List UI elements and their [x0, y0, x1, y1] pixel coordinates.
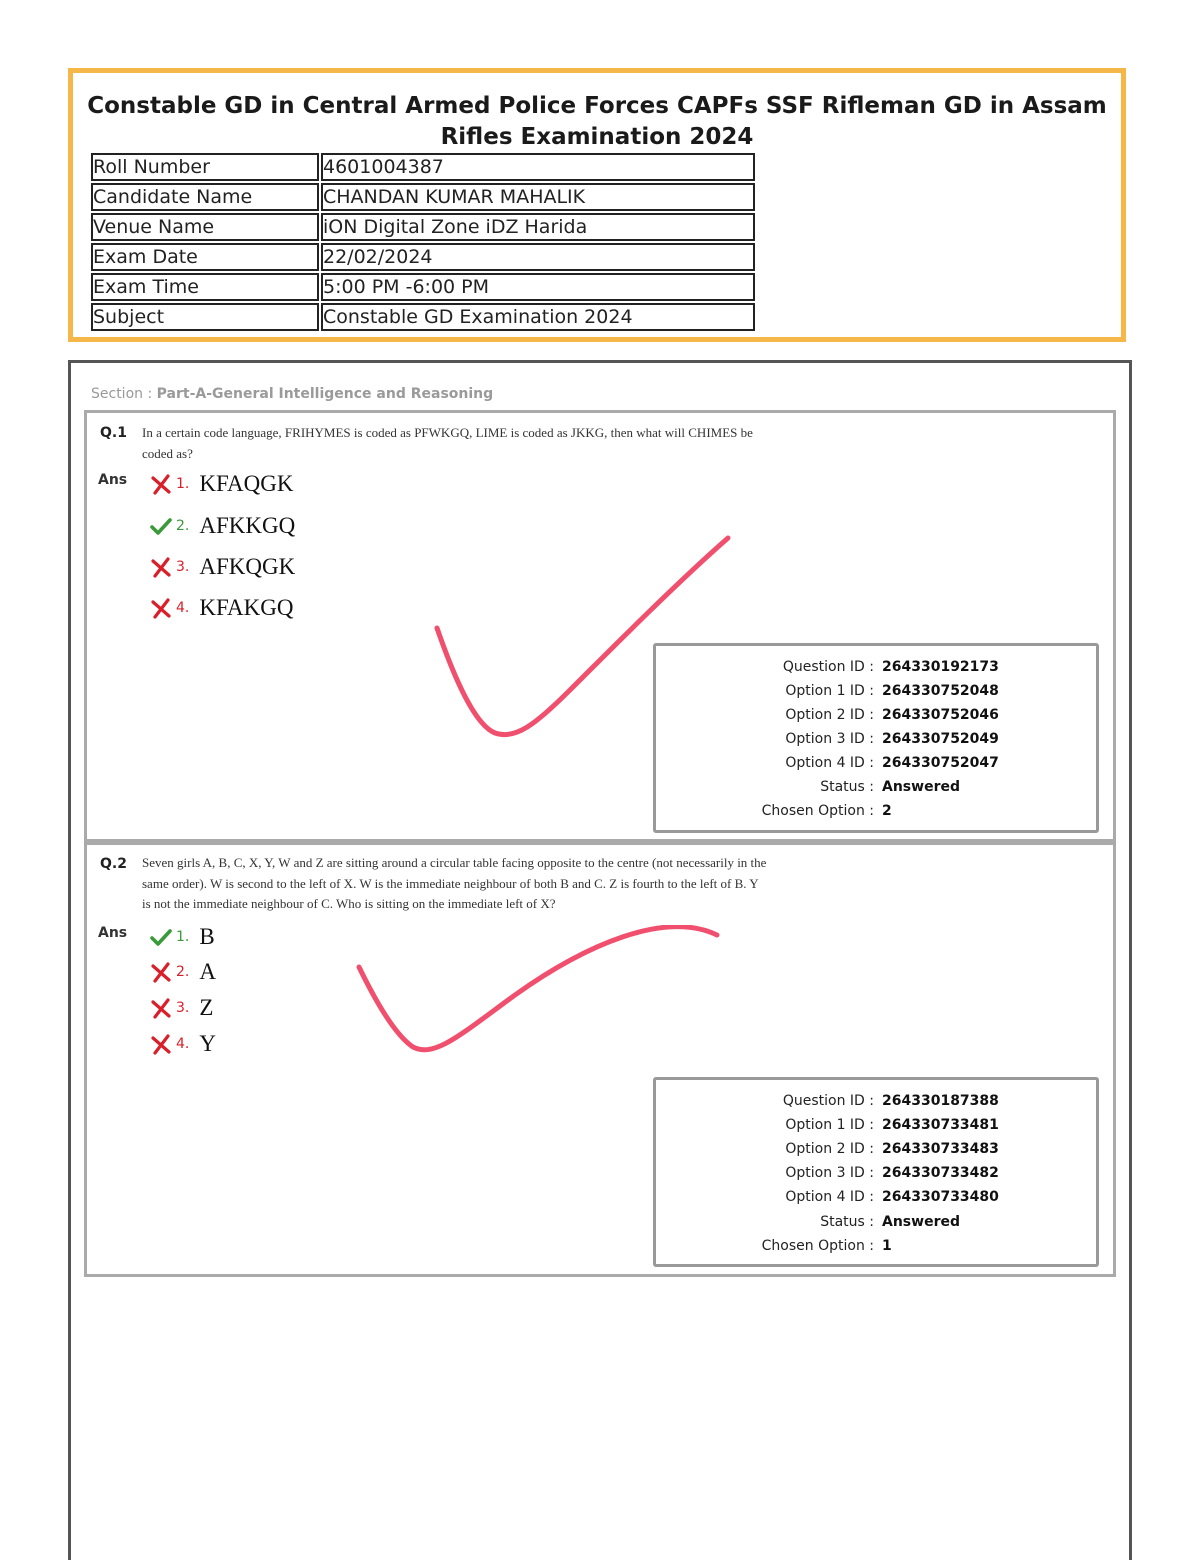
exam-title: [73, 91, 1121, 153]
meta-value: 264330752049: [882, 731, 999, 747]
option-number: 2.: [176, 518, 190, 534]
option-number: 4.: [176, 600, 190, 616]
meta-label: Option 2 ID :: [785, 1141, 874, 1157]
meta-value: 264330192173: [882, 659, 999, 675]
meta-option3-id: [656, 727, 1096, 751]
question-text-line: In a certain code language, FRIHYMES is coded as PFWKGQ, LIME is coded as JKKG, then what will CHIMES be: [142, 425, 753, 440]
option-number: 1.: [176, 476, 190, 492]
meta-label: Question ID :: [782, 1093, 874, 1109]
option-text: AFKKGQ: [199, 513, 296, 538]
meta-label: Option 2 ID :: [785, 707, 874, 723]
check-icon: [150, 515, 172, 537]
meta-option1-id: [656, 1113, 1096, 1137]
meta-value: 264330752047: [882, 755, 999, 771]
option-text: Z: [199, 995, 214, 1020]
meta-label: Option 1 ID :: [785, 1117, 874, 1133]
option-text: AFKQGK: [199, 554, 296, 579]
meta-status: [656, 1210, 1096, 1234]
info-row-subject: [91, 303, 755, 331]
cross-icon: [150, 1033, 172, 1055]
question-meta-box: [653, 643, 1099, 833]
option-row: [150, 593, 294, 623]
option-number: 4.: [176, 1036, 190, 1052]
section-label: [91, 386, 493, 402]
exam-title-line2: Rifles Examination 2024: [440, 124, 754, 150]
meta-value: 1: [882, 1238, 892, 1254]
info-label: Roll Number: [91, 153, 319, 181]
cross-icon: [150, 597, 172, 619]
option-number: 3.: [176, 559, 190, 575]
option-text: KFAKGQ: [199, 595, 294, 620]
meta-status: [656, 775, 1096, 799]
meta-label: Status :: [820, 1214, 874, 1230]
question-number: Q.2: [100, 856, 127, 872]
meta-value: 264330752048: [882, 683, 999, 699]
option-number: 2.: [176, 964, 190, 980]
info-label: Subject: [91, 303, 319, 331]
info-row-exam-time: [91, 273, 755, 301]
meta-chosen-option: [656, 799, 1096, 823]
option-row: [150, 552, 295, 582]
info-value: CHANDAN KUMAR MAHALIK: [321, 183, 755, 211]
question-meta-box: [653, 1077, 1099, 1267]
info-value: 4601004387: [321, 153, 755, 181]
meta-value: 2: [882, 803, 892, 819]
option-number: 1.: [176, 929, 190, 945]
check-icon: [150, 926, 172, 948]
info-label: Candidate Name: [91, 183, 319, 211]
meta-option2-id: [656, 1137, 1096, 1161]
question-text: [142, 423, 807, 464]
ans-label: Ans: [98, 472, 128, 488]
meta-question-id: [656, 655, 1096, 679]
option-text: KFAQGK: [199, 471, 294, 496]
option-row: [150, 1029, 216, 1059]
question-text-line: Seven girls A, B, C, X, Y, W and Z are sitting around a circular table facing opposite to the centre (not necessarily in the: [142, 855, 767, 870]
info-label: Exam Time: [91, 273, 319, 301]
meta-value: 264330187388: [882, 1093, 999, 1109]
meta-label: Status :: [820, 779, 874, 795]
meta-label: Option 1 ID :: [785, 683, 874, 699]
info-row-roll-number: [91, 153, 755, 181]
meta-option3-id: [656, 1161, 1096, 1185]
meta-label: Chosen Option :: [761, 1238, 874, 1254]
option-text: Y: [199, 1031, 216, 1056]
meta-question-id: [656, 1089, 1096, 1113]
meta-value: Answered: [882, 779, 960, 795]
info-value: Constable GD Examination 2024: [321, 303, 755, 331]
info-label: Exam Date: [91, 243, 319, 271]
option-row: [150, 469, 294, 499]
meta-option4-id: [656, 1185, 1096, 1209]
exam-title-line1: Constable GD in Central Armed Police Forces CAPFs SSF Rifleman GD in Assam: [87, 93, 1107, 119]
info-row-exam-date: [91, 243, 755, 271]
meta-option2-id: [656, 703, 1096, 727]
cross-icon: [150, 961, 172, 983]
option-row: [150, 957, 216, 987]
exam-header-box: [68, 68, 1126, 342]
meta-label: Option 4 ID :: [785, 755, 874, 771]
option-number: 3.: [176, 1000, 190, 1016]
question-text-line: coded as?: [142, 445, 193, 461]
meta-option4-id: [656, 751, 1096, 775]
meta-label: Option 3 ID :: [785, 731, 874, 747]
cross-icon: [150, 556, 172, 578]
option-row: [150, 922, 215, 952]
meta-value: 264330733480: [882, 1189, 999, 1205]
option-row: [150, 993, 213, 1023]
question-text-line: same order). W is second to the left of X. W is the immediate neighbour of both B and C. Z is fourth to the left of B. Y: [142, 875, 759, 891]
meta-label: Option 4 ID :: [785, 1189, 874, 1205]
meta-value: 264330733483: [882, 1141, 999, 1157]
question-number: Q.1: [100, 425, 127, 441]
info-value: iON Digital Zone iDZ Harida: [321, 213, 755, 241]
meta-value: Answered: [882, 1214, 960, 1230]
option-text: B: [199, 924, 215, 949]
meta-chosen-option: [656, 1234, 1096, 1258]
meta-value: 264330733482: [882, 1165, 999, 1181]
meta-value: 264330733481: [882, 1117, 999, 1133]
option-row: [150, 511, 295, 541]
meta-label: Question ID :: [782, 659, 874, 675]
info-value: 22/02/2024: [321, 243, 755, 271]
question-text: [142, 853, 807, 915]
ans-label: Ans: [98, 925, 128, 941]
cross-icon: [150, 997, 172, 1019]
info-row-venue-name: [91, 213, 755, 241]
section-prefix: Section :: [91, 386, 157, 402]
info-label: Venue Name: [91, 213, 319, 241]
info-value: 5:00 PM -6:00 PM: [321, 273, 755, 301]
candidate-info-table: [89, 151, 757, 333]
section-name: Part-A-General Intelligence and Reasoning: [156, 386, 494, 402]
meta-option1-id: [656, 679, 1096, 703]
question-text-line: is not the immediate neighbour of C. Who is sitting on the immediate left of X?: [142, 896, 556, 911]
meta-value: 264330752046: [882, 707, 999, 723]
info-row-candidate-name: [91, 183, 755, 211]
cross-icon: [150, 473, 172, 495]
meta-label: Chosen Option :: [761, 803, 874, 819]
meta-label: Option 3 ID :: [785, 1165, 874, 1181]
option-text: A: [199, 959, 216, 984]
